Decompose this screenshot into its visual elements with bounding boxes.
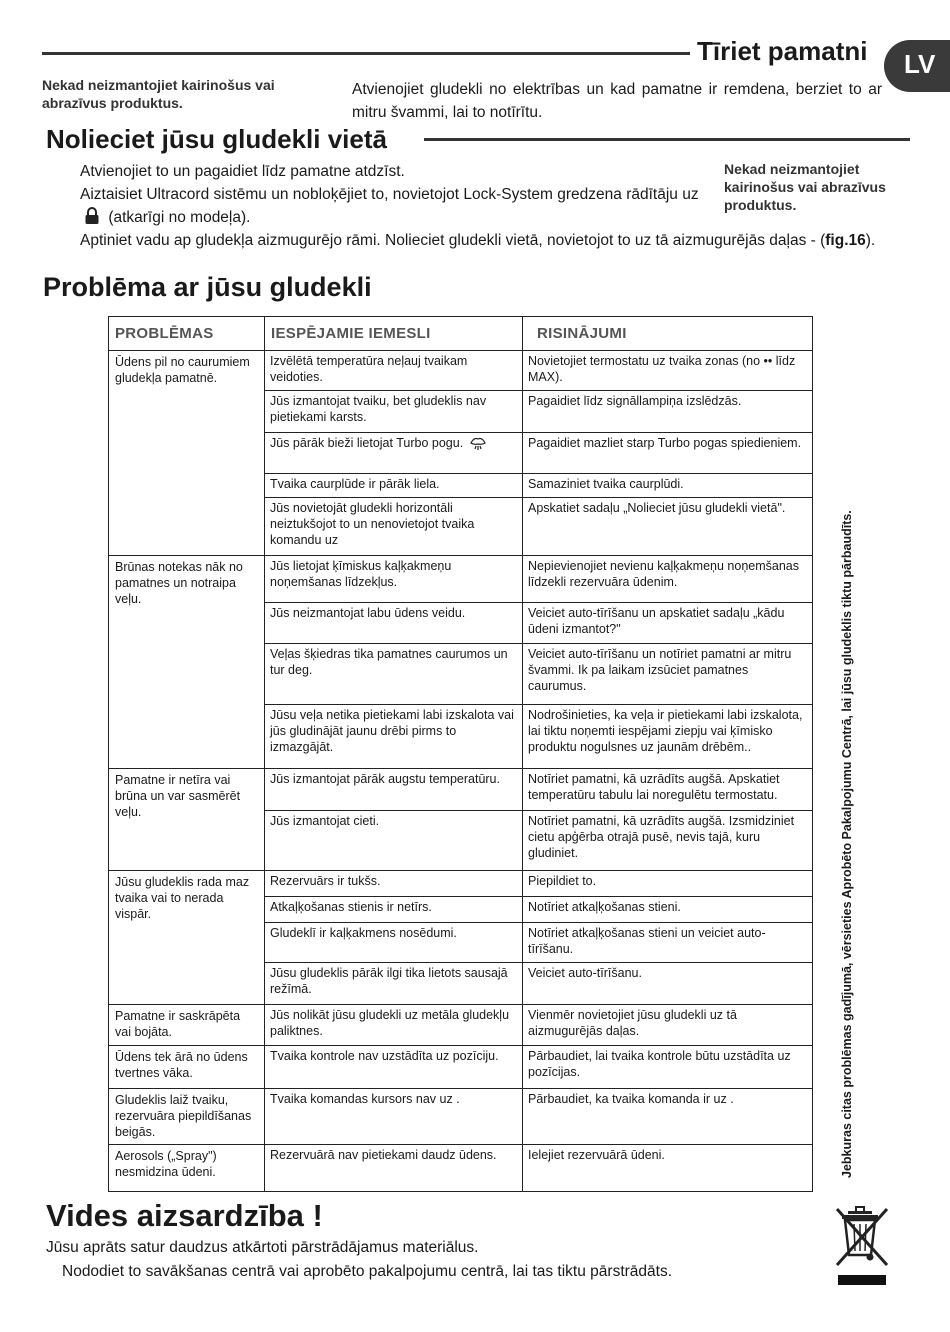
- solution-cell: Piepildiet to.: [523, 871, 813, 896]
- solution-cell: Nepievienojiet nevienu kaļķakmeņu noņemšanas līdzekli rezervuāra ūdenim.: [523, 556, 813, 603]
- cause-text: Tvaika komandas kursors nav uz .: [270, 1092, 460, 1107]
- cause-text: Jūs pārāk bieži lietojat Turbo pogu.: [270, 435, 464, 450]
- table-row: [109, 769, 813, 811]
- cause-cell: [265, 473, 523, 497]
- store-warning: Nekad neizmantojiet kairinošus vai abrazīvus produktus.: [724, 161, 886, 213]
- store-line3-suffix: ).: [865, 232, 876, 249]
- clean-title: Tīriet pamatni: [697, 36, 868, 66]
- problem-cell: Jūsu gludeklis rada maz tvaika vai to nerada vispār.: [109, 871, 265, 1005]
- table-row: [109, 1046, 813, 1089]
- env-line1: Jūsu aprāts satur daudzus atkārtoti pārstrādājamus materiālus.: [46, 1239, 479, 1256]
- cause-text: Jūsu gludeklis pārāk ilgi tika lietots sausajā režīmā.: [270, 965, 508, 996]
- cause-cell: [265, 644, 523, 704]
- cause-cell: [265, 896, 523, 922]
- cause-cell: [265, 811, 523, 871]
- env-title: Vides aizsardzība !: [46, 1198, 323, 1233]
- cause-text: Jūs lietojat ķīmiskus kaļķakmeņu noņemšanas līdzekļus.: [270, 559, 452, 590]
- solution-cell: Samaziniet tvaika caurplūdi.: [523, 473, 813, 497]
- table-row: [109, 871, 813, 896]
- solution-cell: Nodrošinieties, ka veļa ir pietiekami labi izskalota, lai tiktu noņemti iespējami ziepju vai ķīmisko produktu nogulsnes uz jaunām drēbēm..: [523, 704, 813, 768]
- solution-cell: Pagaidiet mazliet starp Turbo pogas spiedieniem.: [523, 432, 813, 473]
- cause-text: Atkaļķošanas stienis ir netīrs.: [270, 899, 432, 914]
- solution-cell: Notīriet pamatni, kā uzrādīts augšā. Apskatiet temperatūru tabulu lai noregulētu termostatu.: [523, 769, 813, 811]
- table-row: [109, 1005, 813, 1046]
- solution-cell: Veiciet auto-tīrīšanu.: [523, 962, 813, 1004]
- problem-cell: Ūdens pil no caurumiem gludekļa pamatnē.: [109, 351, 265, 556]
- clean-warning: Nekad neizmantojiet kairinošus vai abrazīvus produktus.: [42, 77, 275, 111]
- language-tab-label: LV: [904, 49, 936, 79]
- table-row: [109, 351, 813, 391]
- cause-text: Izvēlētā temperatūra neļauj tvaikam veidoties.: [270, 354, 468, 385]
- problem-cell: Brūnas notekas nāk no pamatnes un notraipa veļu.: [109, 556, 265, 769]
- problem-cell: Pamatne ir saskrāpēta vai bojāta.: [109, 1005, 265, 1046]
- solution-cell: Veiciet auto-tīrīšanu un notīriet pamatni ar mitru švammi. Ik pa laikam izsūciet pamatnes caurumus.: [523, 644, 813, 704]
- cause-text: Jūs novietojāt gludekli horizontāli neiztukšojot to un nenovietojot tvaika komandu uz: [270, 500, 475, 547]
- solution-cell: Apskatiet sadaļu „Nolieciet jūsu gludekli vietā".: [523, 497, 813, 555]
- cause-cell: [265, 922, 523, 962]
- cause-text: Tvaika caurplūde ir pārāk liela.: [270, 476, 440, 491]
- top-rule: [42, 52, 690, 55]
- cause-text: Rezervuārs ir tukšs.: [270, 874, 381, 889]
- problem-cell: Gludeklis laiž tvaiku, rezervuāra piepildīšanas beigās.: [109, 1089, 265, 1144]
- cause-cell: [265, 603, 523, 644]
- cause-text: Jūs nolikāt jūsu gludekli uz metāla gludekļu paliktnes.: [270, 1008, 510, 1039]
- cause-text: Jūs neizmantojat labu ūdens veidu.: [270, 606, 466, 621]
- cause-text: Veļas šķiedras tika pamatnes caurumos un tur deg.: [270, 647, 508, 678]
- store-line2-suffix: (atkarīgi no modeļa).: [108, 209, 251, 226]
- header-causes: IESPĒJAMIE IEMESLI: [265, 317, 523, 351]
- solution-cell: Pagaidiet līdz signāllampiņa izslēdzās.: [523, 391, 813, 432]
- clean-text: Atvienojiet gludekli no elektrības un kad pamatne ir remdena, berziet to ar mitru švammi, lai to notīrītu.: [352, 81, 882, 121]
- store-line1: Atvienojiet to un pagaidiet līdz pamatne atdzīst.: [80, 163, 405, 180]
- header-solutions: RISINĀJUMI: [523, 317, 813, 351]
- language-tab: [884, 40, 950, 92]
- problems-table-body: [109, 317, 813, 1192]
- store-line2: [80, 183, 712, 232]
- cause-cell: [265, 704, 523, 768]
- solution-cell: Veiciet auto-tīrīšanu un apskatiet sadaļu „kādu ūdeni izmantot?": [523, 603, 813, 644]
- solution-cell: Pārbaudiet, lai tvaika kontrole būtu uzstādīta uz pozīcijas.: [523, 1046, 813, 1089]
- problems-table: [108, 316, 813, 1192]
- problem-cell: Aerosols („Spray") nesmidzina ūdeni.: [109, 1144, 265, 1191]
- cause-cell: [265, 871, 523, 896]
- solution-cell: Notīriet pamatni, kā uzrādīts augšā. Izsmidziniet cietu apģērba otrajā pusē, nevis tajā, kuru gludiniet.: [523, 811, 813, 871]
- env-line2: Nododiet to savākšanas centrā vai aprobēto pakalpojumu centrā, lai tas tiktu pārstrādāts.: [62, 1263, 673, 1280]
- table-row: [109, 556, 813, 603]
- cause-cell: [265, 962, 523, 1004]
- side-note: Jebkuras citas problēmas gadījumā, vērsieties Aprobēto Pakalpojumu Centrā, lai jūsu gludeklis tiktu pārbaudīts.: [840, 510, 854, 1178]
- cause-cell: [265, 497, 523, 555]
- cause-text: Jūs izmantojat tvaiku, bet gludeklis nav pietiekami karsts.: [270, 394, 487, 425]
- solution-cell: Notīriet atkaļķošanas stieni.: [523, 896, 813, 922]
- cause-cell: [265, 1046, 523, 1089]
- cause-cell: [265, 1005, 523, 1046]
- cause-cell: [265, 1089, 523, 1144]
- cause-cell: [265, 1144, 523, 1191]
- cause-cell: [265, 769, 523, 811]
- cause-text: Jūs izmantojat cieti.: [270, 814, 380, 829]
- table-header-row: [109, 317, 813, 351]
- store-line3: [80, 229, 908, 252]
- cause-text: Rezervuārā nav pietiekami daudz ūdens.: [270, 1147, 497, 1162]
- store-rule: [424, 138, 910, 141]
- store-title: Nolieciet jūsu gludekli vietā: [46, 124, 387, 154]
- turbo-steam-icon: [469, 435, 487, 455]
- solution-cell: Vienmēr novietojiet jūsu gludekli uz tā aizmugurējās daļas.: [523, 1005, 813, 1046]
- cause-text: Gludeklī ir kaļķakmens nosēdumi.: [270, 925, 457, 940]
- table-row: [109, 1144, 813, 1191]
- fig-reference: fig.16: [825, 232, 866, 249]
- cause-text: Jūsu veļa netika pietiekami labi izskalota vai jūs gludinājāt jaunu drēbi pirms to izmazgājāt.: [270, 707, 514, 754]
- problem-cell: Pamatne ir netīra vai brūna un var sasmērēt veļu.: [109, 769, 265, 871]
- cause-cell: [265, 432, 523, 473]
- solution-cell: Notīriet atkaļķošanas stieni un veiciet auto-tīrīšanu.: [523, 922, 813, 962]
- problem-cell: Ūdens tek ārā no ūdens tvertnes vāka.: [109, 1046, 265, 1089]
- table-row: [109, 1089, 813, 1144]
- cause-text: Jūs izmantojat pārāk augstu temperatūru.: [270, 772, 500, 786]
- cause-cell: [265, 391, 523, 432]
- solution-cell: Ielejiet rezervuārā ūdeni.: [523, 1144, 813, 1191]
- solution-cell: Pārbaudiet, ka tvaika komanda ir uz .: [523, 1089, 813, 1144]
- store-line2-text: Aiztaisiet Ultracord sistēmu un nobloķējiet to, novietojot Lock-System gredzena rādītāju uz: [80, 186, 699, 203]
- solution-cell: Novietojiet termostatu uz tvaika zonas (no •• līdz MAX).: [523, 351, 813, 391]
- cause-cell: [265, 556, 523, 603]
- header-problems: PROBLĒMAS: [109, 317, 265, 351]
- problems-title: Problēma ar jūsu gludekli: [43, 272, 372, 302]
- store-line3-text: Aptiniet vadu ap gludekļa aizmugurējo rāmi. Nolieciet gludekli vietā, novietojot to uz tā aizmugurējās daļas - (: [80, 232, 826, 249]
- weee-bin-icon: [832, 1205, 892, 1287]
- cause-cell: [265, 351, 523, 391]
- cause-text: Tvaika kontrole nav uzstādīta uz pozīciju.: [270, 1049, 499, 1064]
